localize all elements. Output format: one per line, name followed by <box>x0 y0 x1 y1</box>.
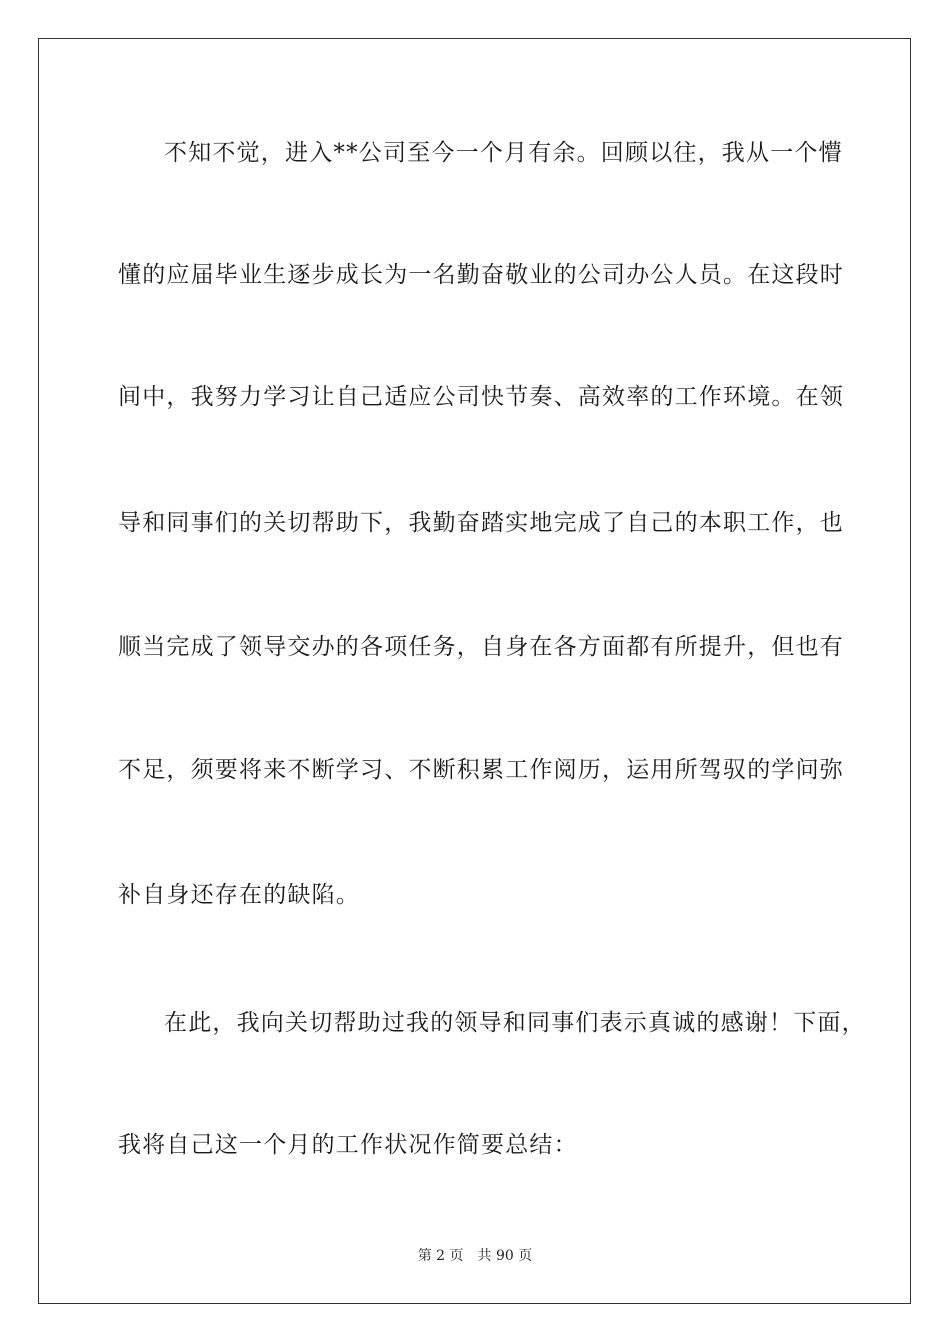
paragraph-1-line-4: 导和同事们的关切帮助下，我勤奋踏实地完成了自己的本职工作，也 <box>118 510 844 536</box>
page-number: 第 2 页 <box>417 1248 464 1264</box>
paragraph-1-line-6: 不足，须要将来不断学习、不断积累工作阅历，运用所驾驭的学问弥 <box>118 757 844 783</box>
page-footer <box>0 1247 950 1265</box>
paragraph-1-line-1: 不知不觉，进入**公司至今一个月有余。回顾以往，我从一个懵 <box>164 140 843 166</box>
paragraph-1-line-7: 补自身还存在的缺陷。 <box>118 882 360 908</box>
page-total: 共 90 页 <box>477 1248 533 1264</box>
paragraph-2-line-1: 在此，我向关切帮助过我的领导和同事们表示真诚的感谢！下面， <box>164 1010 866 1036</box>
paragraph-1-line-5: 顺当完成了领导交办的各项任务，自身在各方面都有所提升，但也有 <box>118 634 844 660</box>
paragraph-2-line-2: 我将自己这一个月的工作状况作简要总结： <box>118 1132 578 1158</box>
page-border <box>38 38 911 1304</box>
paragraph-1-line-3: 间中，我努力学习让自己适应公司快节奏、高效率的工作环境。在领 <box>118 384 844 410</box>
paragraph-1-line-2: 懂的应届毕业生逐步成长为一名勤奋敬业的公司办公人员。在这段时 <box>118 262 844 288</box>
